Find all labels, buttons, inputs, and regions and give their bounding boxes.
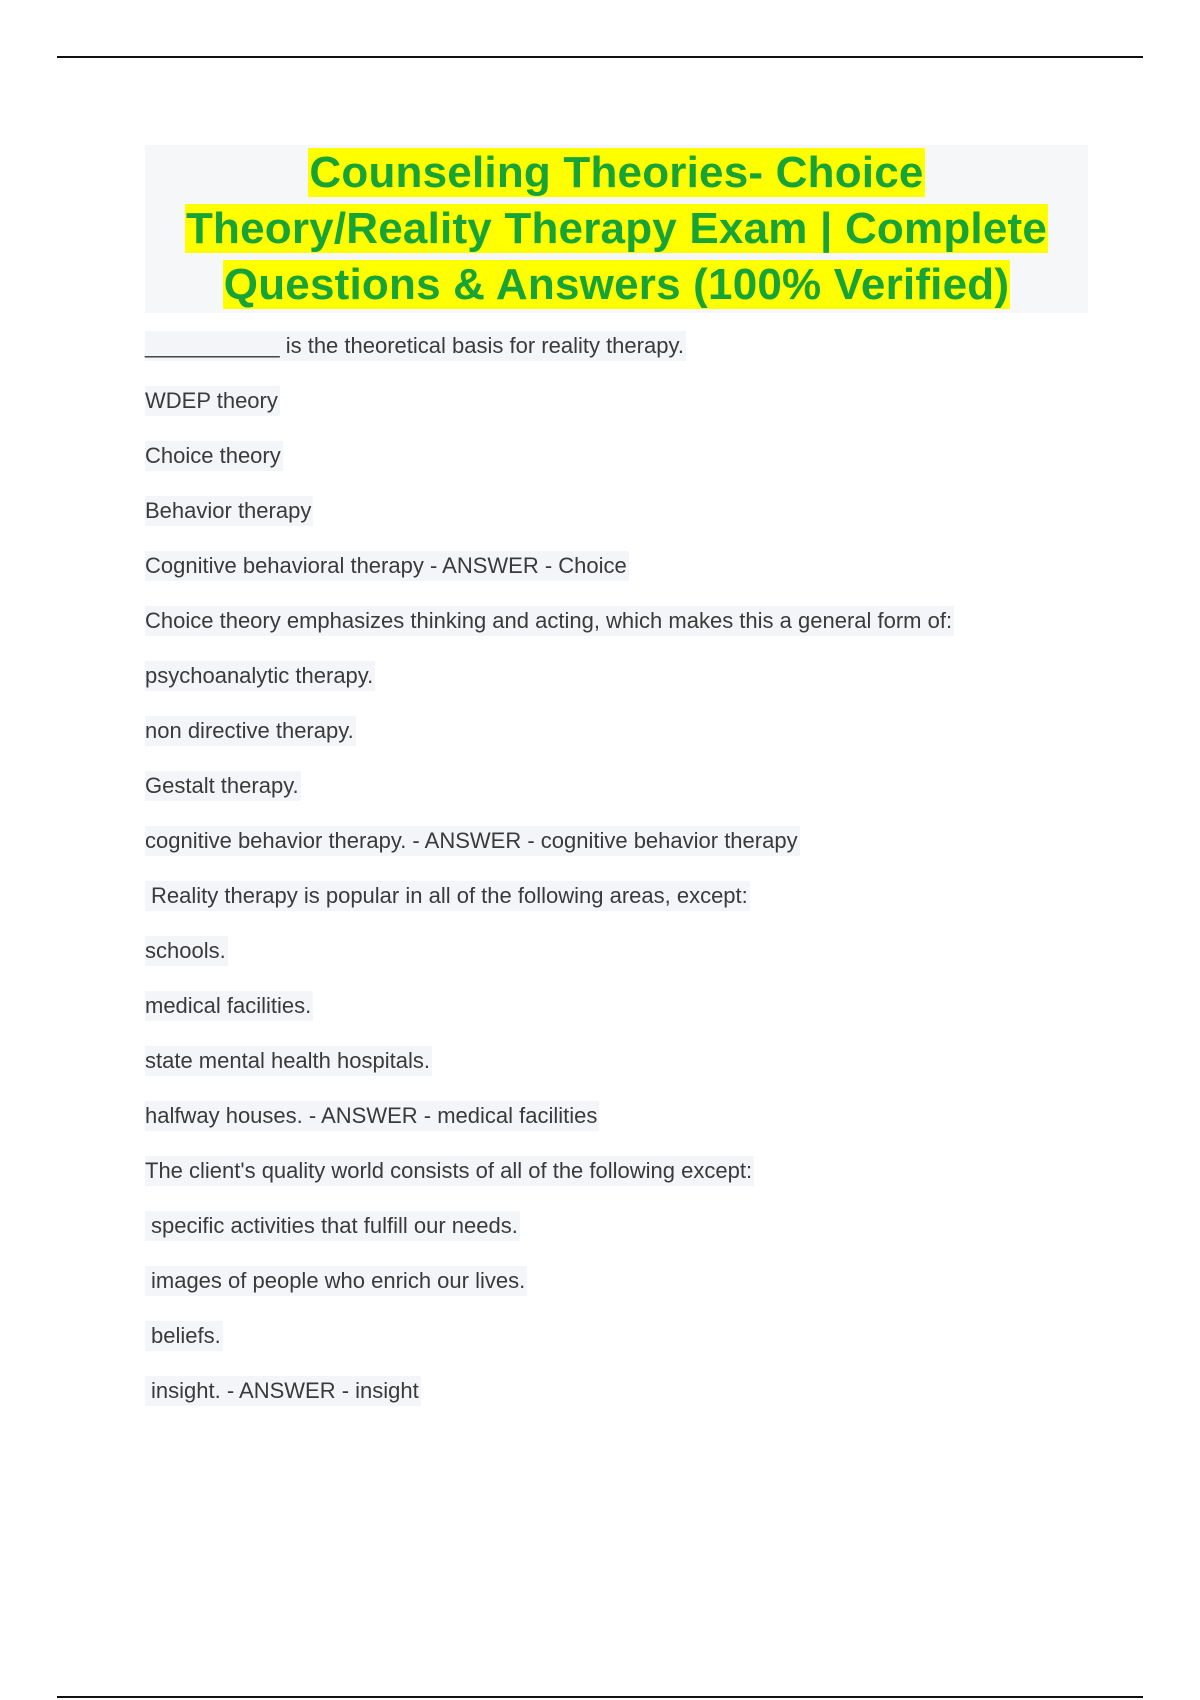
question-text: Reality therapy is popular in all of the following areas, except: (145, 881, 750, 911)
option-line (145, 1321, 1105, 1376)
option-text: images of people who enrich our lives. (145, 1266, 527, 1296)
answer-line (145, 826, 1105, 881)
option-line (145, 1046, 1105, 1101)
question-line (145, 606, 1105, 661)
bottom-rule (57, 1696, 1143, 1698)
document-title (145, 145, 1088, 313)
option-line (145, 1211, 1105, 1266)
option-text: Choice theory (145, 441, 283, 471)
title-line-3: Questions & Answers (100% Verified) (223, 260, 1010, 309)
question-text: ___________ is the theoretical basis for reality therapy. (145, 331, 686, 361)
option-text: WDEP theory (145, 386, 280, 416)
question-line (145, 331, 1105, 386)
option-line (145, 386, 1105, 441)
title-line-1: Counseling Theories- Choice (309, 148, 924, 197)
option-text: Gestalt therapy. (145, 771, 301, 801)
option-line (145, 716, 1105, 771)
option-text: psychoanalytic therapy. (145, 661, 375, 691)
question-line (145, 1156, 1105, 1211)
option-text: non directive therapy. (145, 716, 356, 746)
option-text: schools. (145, 936, 228, 966)
question-text: The client's quality world consists of all of the following except: (145, 1156, 754, 1186)
question-line (145, 881, 1105, 936)
title-line-2: Theory/Reality Therapy Exam | Complete (185, 204, 1048, 253)
answer-line (145, 1376, 1105, 1431)
option-line (145, 661, 1105, 716)
option-line (145, 496, 1105, 551)
answer-line (145, 1101, 1105, 1156)
document-title-block (145, 145, 1088, 313)
option-text: medical facilities. (145, 991, 313, 1021)
answer-text: cognitive behavior therapy. - ANSWER - cognitive behavior therapy (145, 826, 800, 856)
answer-line (145, 551, 1105, 606)
question-list (145, 331, 1105, 1431)
option-line (145, 991, 1105, 1046)
option-text: Behavior therapy (145, 496, 313, 526)
option-line (145, 441, 1105, 496)
option-text: beliefs. (145, 1321, 223, 1351)
question-text: Choice theory emphasizes thinking and acting, which makes this a general form of: (145, 606, 954, 636)
option-line (145, 1266, 1105, 1321)
option-line (145, 936, 1105, 991)
option-text: specific activities that fulfill our needs. (145, 1211, 520, 1241)
answer-text: Cognitive behavioral therapy - ANSWER - Choice (145, 551, 629, 581)
option-line (145, 771, 1105, 826)
top-rule (57, 56, 1143, 58)
answer-text: halfway houses. - ANSWER - medical facilities (145, 1101, 599, 1131)
answer-text: insight. - ANSWER - insight (145, 1376, 421, 1406)
option-text: state mental health hospitals. (145, 1046, 432, 1076)
